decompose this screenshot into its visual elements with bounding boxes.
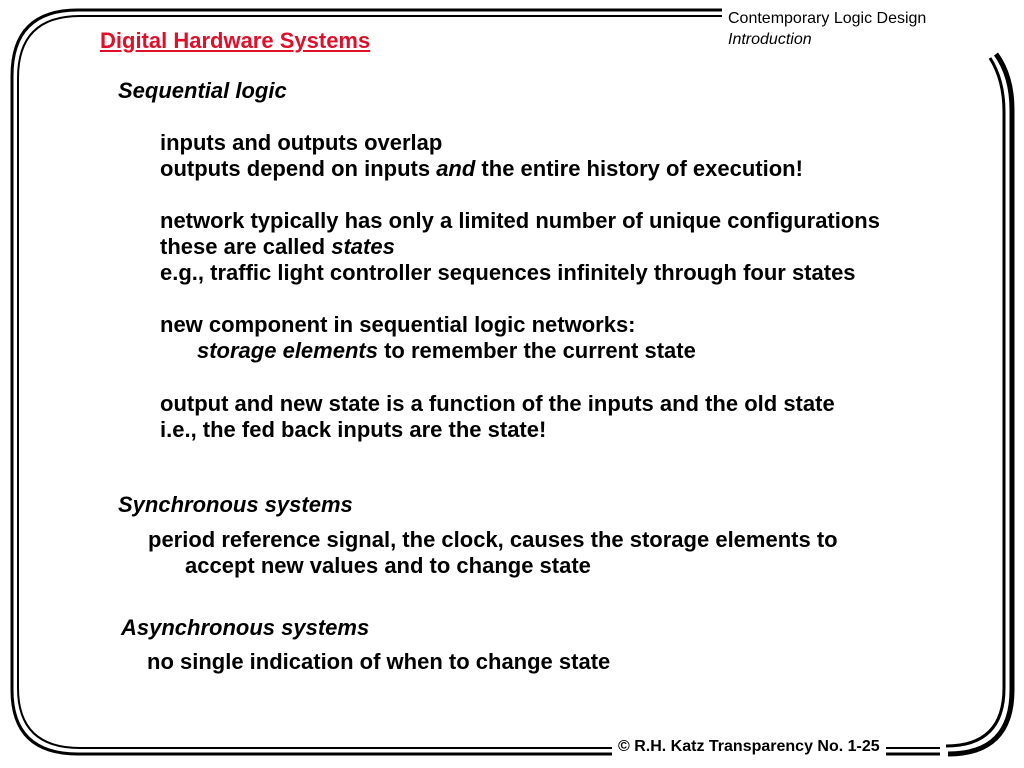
synchronous-line-1: period reference signal, the clock, causes the storage elements to bbox=[148, 527, 838, 552]
footer-copyright: © R.H. Katz Transparency No. 1-25 bbox=[612, 738, 886, 756]
chapter-title: Introduction bbox=[728, 31, 812, 48]
sequential-line-4 bbox=[160, 234, 395, 260]
sequential-line-2-b: the entire history of execution! bbox=[475, 156, 803, 181]
sequential-line-8: output and new state is a function of the inputs and the old state bbox=[160, 391, 835, 416]
page-title: Digital Hardware Systems bbox=[100, 28, 371, 53]
sequential-line-2 bbox=[160, 156, 803, 182]
sequential-line-9: i.e., the fed back inputs are the state! bbox=[160, 417, 547, 442]
synchronous-heading: Synchronous systems bbox=[118, 492, 353, 517]
asynchronous-line-1: no single indication of when to change state bbox=[147, 649, 611, 674]
sequential-line-7-b: to remember the current state bbox=[377, 338, 696, 363]
sequential-line-7-em: storage elements bbox=[197, 338, 378, 363]
sequential-line-4-a: these are called bbox=[160, 234, 332, 259]
sequential-heading: Sequential logic bbox=[118, 78, 287, 103]
sequential-line-1: inputs and outputs overlap bbox=[160, 130, 443, 155]
synchronous-line-2: accept new values and to change state bbox=[185, 553, 591, 578]
sequential-line-2-a: outputs depend on inputs bbox=[160, 156, 437, 181]
course-title: Contemporary Logic Design bbox=[728, 10, 927, 27]
sequential-line-3: network typically has only a limited number of unique configurations bbox=[160, 208, 880, 233]
sequential-line-5: e.g., traffic light controller sequences infinitely through four states bbox=[160, 260, 856, 285]
sequential-line-7 bbox=[197, 338, 696, 364]
sequential-line-6: new component in sequential logic networks: bbox=[160, 312, 636, 337]
asynchronous-heading: Asynchronous systems bbox=[121, 615, 370, 640]
sequential-line-2-em: and bbox=[436, 156, 476, 181]
sequential-line-4-em: states bbox=[331, 234, 395, 259]
